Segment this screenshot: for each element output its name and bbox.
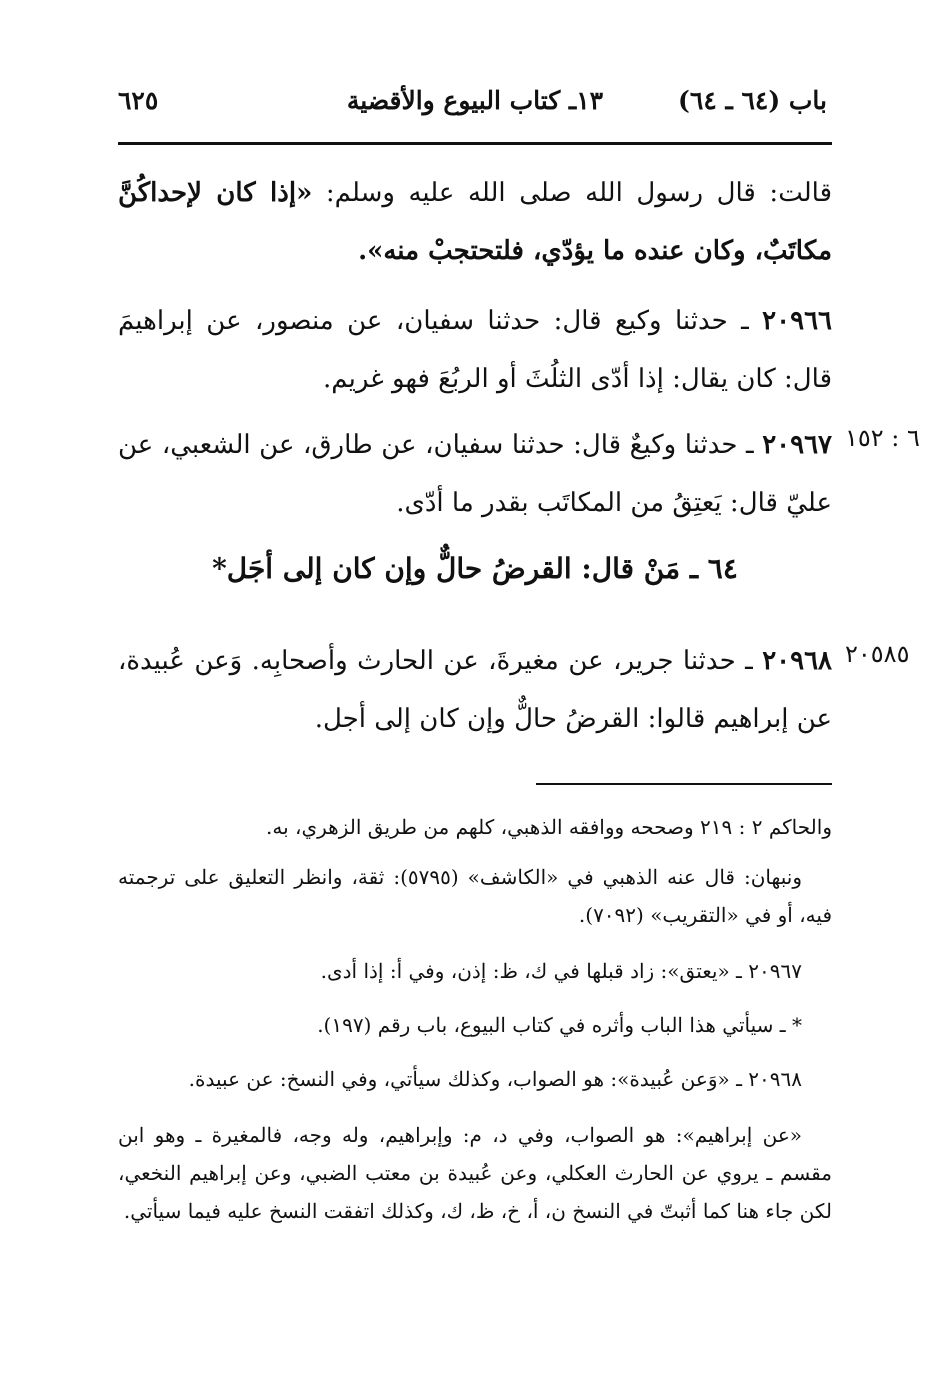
paragraph-20968 bbox=[118, 632, 832, 748]
margin-reference: ٦ : ١٥٢ bbox=[845, 424, 920, 452]
paragraph-hadith-continuation bbox=[118, 164, 832, 280]
running-header-section: باب (٦٤ ـ ٦٤) bbox=[678, 86, 827, 115]
paragraph-20967 bbox=[118, 416, 832, 532]
paragraph-text: قالت: قال رسول الله صلى الله عليه وسلم: bbox=[312, 178, 832, 208]
paragraph-text: ـ حدثنا جرير، عن مغيرةَ، عن الحارث وأصحابِه. وَعن عُبيدة، عن إبراهيم قالوا: القرضُ حالٌّ وإن كان إلى أجل. bbox=[118, 646, 832, 734]
paragraph-20966 bbox=[118, 292, 832, 408]
running-header-book-title: ١٣ـ كتاب البيوع والأقضية bbox=[346, 86, 604, 115]
footnote: ونبهان: قال عنه الذهبي في «الكاشف» (٥٧٩٥): ثقة، وانظر التعليق على ترجمته فيه، أو في «التقريب» (٧٠٩٢). bbox=[118, 865, 832, 927]
hadith-number: ٢٠٩٦٧ bbox=[762, 430, 833, 460]
paragraph-text: ـ حدثنا وكيع قال: حدثنا سفيان، عن منصور، عن إبراهيمَ قال: كان يقال: إذا أدّى الثلُثَ أو الربُعَ فهو غريم. bbox=[118, 306, 832, 394]
paragraph-text: ـ حدثنا وكيعٌ قال: حدثنا سفيان، عن طارق، عن الشعبي، عن عليّ قال: يَعتِقُ من المكاتَب بقدر ما أدّى. bbox=[118, 430, 832, 518]
header-rule bbox=[118, 142, 832, 145]
page-number: ٦٢٥ bbox=[118, 86, 159, 115]
margin-reference: ٢٠٥٨٥ bbox=[845, 640, 910, 668]
prophetic-quote: «إذا كان لإحداكُنَّ مكاتَبٌ، وكان عنده ما يؤدّي، فلتحتجبْ منه». bbox=[118, 178, 832, 266]
hadith-number: ٢٠٩٦٦ bbox=[762, 306, 832, 336]
footnote: «عن إبراهيم»: هو الصواب، وفي د، م: وإبراهيم، وله وجه، فالمغيرة ـ وهو ابن مقسم ـ يروي عن الحارث العكلي، وعن عُبيدة بن معتب الضبي، وعن إبراهيم النخعي، لكن جاء هنا كما أثبتّ في النسخ ن، أ، خ، ظ، ك، وكذلك اتفقت النسخ عليه فيما سيأتي. bbox=[118, 1123, 832, 1223]
footnote: ٢٠٩٦٨ ـ «وَعن عُبيدة»: هو الصواب، وكذلك سيأتي، وفي النسخ: عن عبيدة. bbox=[188, 1067, 802, 1091]
footnote: * ـ سيأتي هذا الباب وأثره في كتاب البيوع، باب رقم (١٩٧). bbox=[317, 1013, 802, 1037]
footnote: والحاكم ٢ : ٢١٩ وصححه ووافقه الذهبي، كلهم من طريق الزهري، به. bbox=[266, 815, 832, 839]
footnote-separator bbox=[536, 783, 832, 785]
hadith-number: ٢٠٩٦٨ bbox=[762, 646, 833, 676]
chapter-heading: ٦٤ ـ مَنْ قال: القرضُ حالٌّ وإن كان إلى أجَل* bbox=[212, 552, 738, 585]
footnote: ٢٠٩٦٧ ـ «يعتق»: زاد قبلها في ك، ظ: إذن، وفي أ: إذا أدى. bbox=[320, 959, 802, 983]
